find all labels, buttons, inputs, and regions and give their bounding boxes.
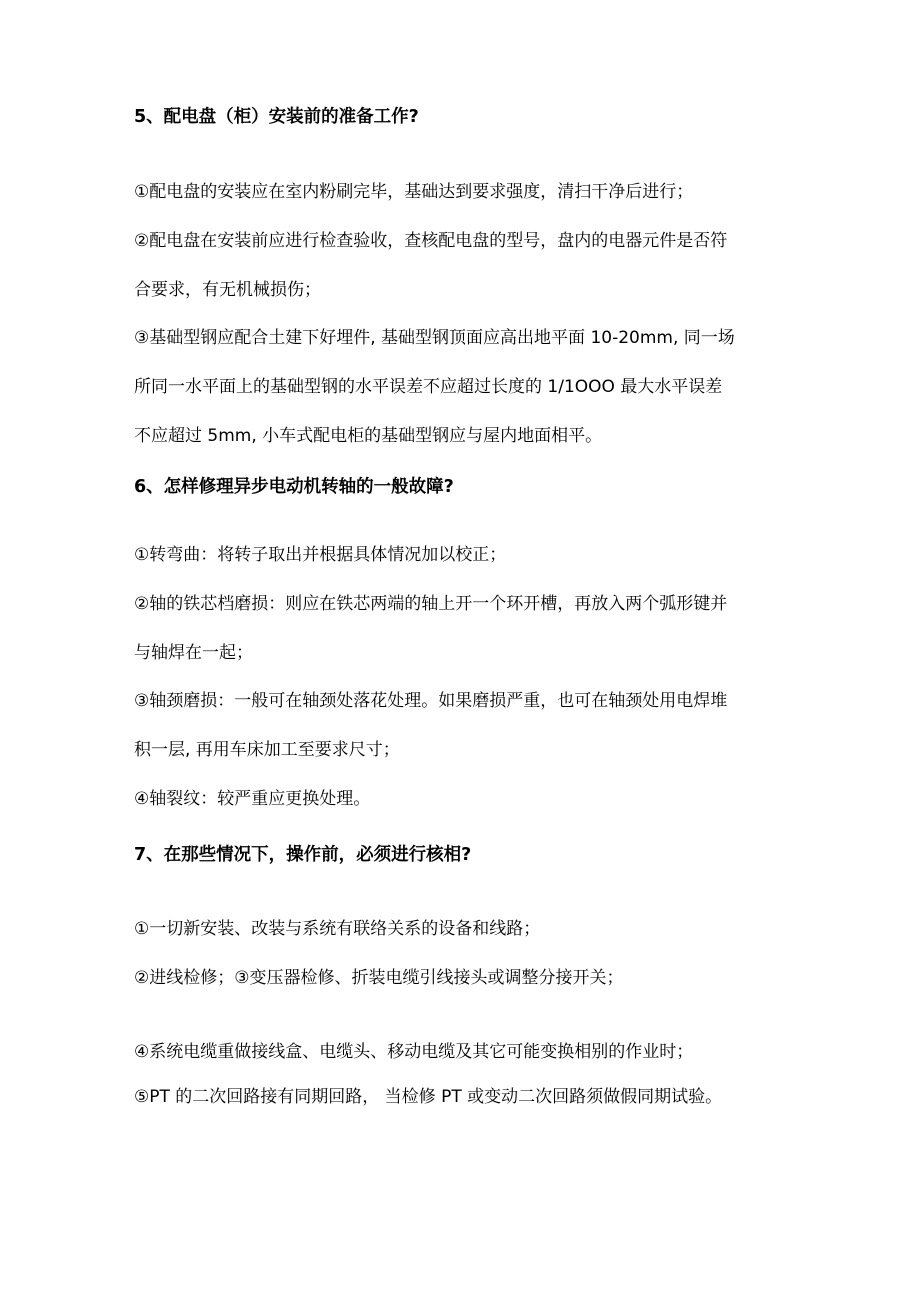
section-7-line-1: ①一切新安装、改装与系统有联络关系的设备和线路；: [134, 919, 541, 939]
section-7-line-4: ⑤PT 的二次回路接有同期回路， 当检修 PT 或变动二次回路须做假同期试验。: [134, 1087, 723, 1107]
section-5-line-5: 所同一水平面上的基础型钢的水平误差不应超过长度的 1/1OOO 最大水平误差: [134, 377, 723, 397]
section-5-line-1: ①配电盘的安装应在室内粉刷完毕，基础达到要求强度，清扫干净后进行；: [134, 182, 694, 202]
section-7-line-2: ②进线检修；③变压器检修、折装电缆引线接头或调整分接开关；: [134, 968, 624, 988]
section-6-line-6: ④轴裂纹：较严重应更换处理。: [134, 789, 371, 809]
section-5-line-4: ③基础型钢应配合土建下好埋件, 基础型钢顶面应高出地平面 10-20mm, 同一场: [134, 328, 735, 348]
section-7-heading: 7、在那些情况下，操作前，必须进行核相?: [134, 845, 472, 865]
section-6-line-5: 积一层, 再用车床加工至要求尺寸；: [134, 740, 400, 760]
section-6-line-4: ③轴颈磨损：一般可在轴颈处落花处理。如果磨损严重，也可在轴颈处用电焊堆: [134, 691, 728, 711]
section-5-line-3: 合要求，有无机械损伤；: [134, 280, 321, 300]
section-5-heading: 5、配电盘（柜）安装前的准备工作?: [134, 107, 419, 127]
section-5-line-6: 不应超过 5mm, 小车式配电柜的基础型钢应与屋内地面相平。: [134, 426, 603, 446]
section-6-line-3: 与轴焊在一起；: [134, 643, 253, 663]
section-6-heading: 6、怎样修理异步电动机转轴的一般故障?: [134, 477, 454, 497]
section-7-line-3: ④系统电缆重做接线盒、电缆头、移动电缆及其它可能变换相别的作业时；: [134, 1042, 694, 1062]
section-6-line-1: ①转弯曲：将转子取出并根据具体情况加以校正；: [134, 545, 507, 565]
section-5-line-2: ②配电盘在安装前应进行检查验收，查核配电盘的型号，盘内的电器元件是否符: [134, 231, 728, 251]
section-6-line-2: ②轴的铁芯档磨损：则应在铁芯两端的轴上开一个环开槽，再放入两个弧形键并: [134, 594, 728, 614]
